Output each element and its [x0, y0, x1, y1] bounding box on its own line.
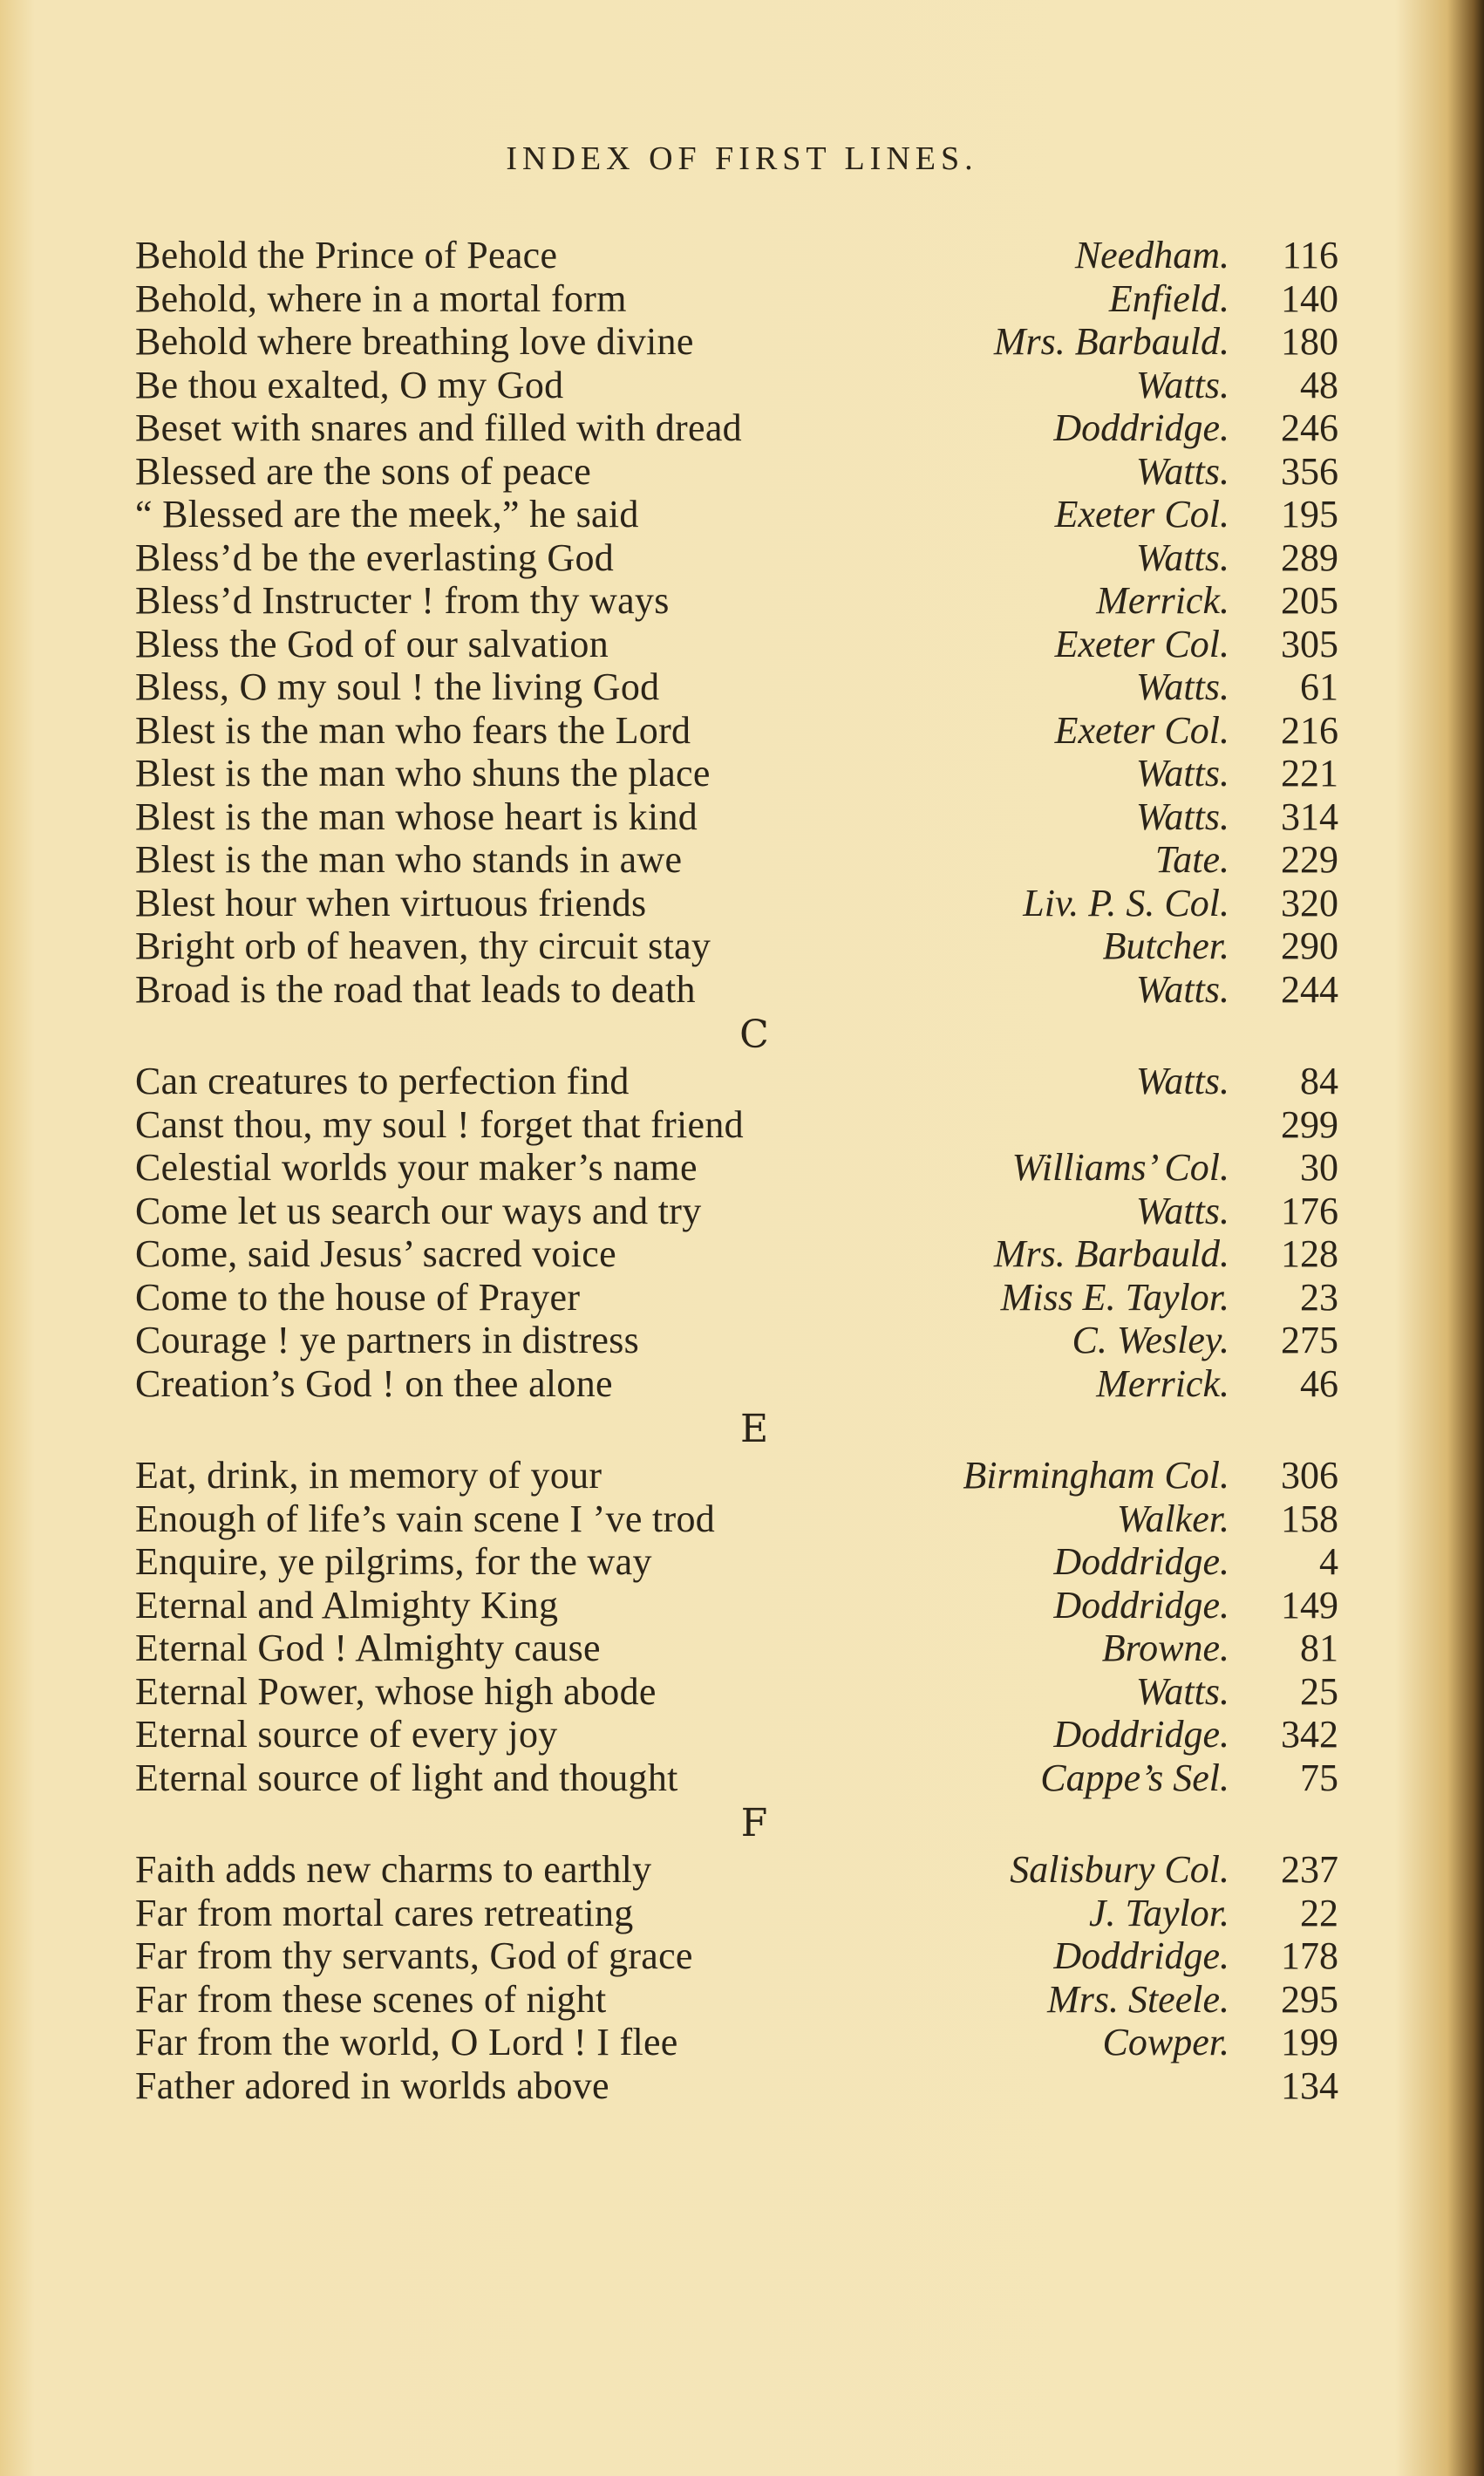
hymn-number: 305 [1281, 622, 1338, 665]
first-line: Blest is the man whose heart is kind [135, 795, 698, 838]
first-line: Bless’d be the everlasting God [135, 535, 615, 579]
index-entry [135, 1060, 1338, 1103]
hymn-number: 320 [1281, 881, 1338, 924]
author-source: Cappe’s Sel. [1040, 1756, 1229, 1799]
first-line: Eternal God ! Almighty cause [135, 1627, 601, 1669]
index-entry [135, 1934, 1338, 1978]
first-line: Broad is the road that leads to death [135, 967, 696, 1011]
first-line: Eternal source of every joy [135, 1713, 558, 1756]
author-source: Watts. [1135, 665, 1229, 708]
first-line: Faith adds new charms to earthly [135, 1848, 652, 1891]
author-source: Mrs. Barbauld. [993, 320, 1229, 363]
index-list [135, 234, 1338, 2107]
index-entry [135, 1892, 1338, 1935]
index-entry [135, 752, 1338, 795]
first-line: Beset with snares and filled with dread [135, 406, 742, 449]
hymn-number: 289 [1281, 535, 1338, 579]
index-entry [135, 406, 1338, 450]
author-source: Doddridge. [1053, 1713, 1229, 1756]
author-source: Watts. [1135, 967, 1229, 1011]
hymn-number: 205 [1281, 579, 1338, 622]
first-line: Bright orb of heaven, thy circuit stay [135, 924, 711, 967]
hymn-number: 180 [1281, 320, 1338, 363]
index-entry [135, 709, 1338, 753]
hymn-number: 195 [1281, 493, 1338, 535]
index-entry [135, 1713, 1338, 1756]
hymn-number: 237 [1281, 1848, 1338, 1891]
first-line: Blest is the man who shuns the place [135, 752, 711, 795]
section-letter: F [740, 1801, 768, 1845]
index-entry [135, 882, 1338, 925]
section-letter: C [739, 1013, 769, 1057]
first-line: “ Blessed are the meek,” he said [135, 493, 639, 535]
index-entry [135, 2021, 1338, 2064]
author-source: C. Wesley. [1072, 1319, 1229, 1361]
first-line: Behold, where in a mortal form [135, 276, 627, 320]
author-source: Watts. [1135, 449, 1229, 493]
author-source: J. Taylor. [1089, 1891, 1229, 1934]
hymn-number: 229 [1281, 838, 1338, 881]
hymn-number: 158 [1281, 1497, 1338, 1540]
hymn-number: 22 [1300, 1891, 1338, 1934]
hymn-number: 48 [1300, 363, 1338, 406]
author-source: Watts. [1135, 1189, 1229, 1232]
index-entry [135, 924, 1338, 968]
first-line: Eternal and Almighty King [135, 1583, 559, 1627]
first-line: Celestial worlds your maker’s name [135, 1146, 698, 1189]
first-line: Behold the Prince of Peace [135, 234, 558, 276]
author-source: Watts. [1135, 795, 1229, 838]
index-entry [135, 1319, 1338, 1362]
first-line: Far from thy servants, God of grace [135, 1934, 693, 1977]
author-source: Doddridge. [1053, 1583, 1229, 1627]
hymn-number: 216 [1281, 708, 1338, 752]
page-header: INDEX OF FIRST LINES. [506, 140, 978, 177]
index-entry [135, 1362, 1338, 1406]
index-entry [135, 1232, 1338, 1276]
hymn-number: 75 [1300, 1756, 1338, 1799]
index-entry [135, 1276, 1338, 1320]
hymn-number: 140 [1281, 276, 1338, 320]
first-line: Far from the world, O Lord ! I flee [135, 2021, 678, 2063]
author-source: Exeter Col. [1054, 622, 1229, 665]
index-entry [135, 493, 1338, 536]
index-entry [135, 1103, 1338, 1147]
author-source: Tate. [1154, 838, 1229, 881]
index-entry [135, 1627, 1338, 1670]
author-source: Watts. [1135, 1669, 1229, 1713]
author-source: Watts. [1135, 535, 1229, 579]
index-entry [135, 364, 1338, 407]
hymn-number: 275 [1281, 1319, 1338, 1361]
hymn-number: 128 [1281, 1232, 1338, 1275]
author-source: Watts. [1135, 752, 1229, 795]
author-source: Butcher. [1102, 924, 1229, 967]
hymn-number: 25 [1300, 1669, 1338, 1713]
first-line: Behold where breathing love divine [135, 320, 694, 363]
first-line: Eternal source of light and thought [135, 1756, 678, 1799]
author-source: Exeter Col. [1054, 493, 1229, 535]
author-source: Doddridge. [1053, 1540, 1229, 1583]
first-line: Blest is the man who stands in awe [135, 838, 683, 881]
author-source: Mrs. Steele. [1047, 1977, 1229, 2021]
index-entry [135, 795, 1338, 839]
index-entry [135, 968, 1338, 1012]
author-source: Williams’ Col. [1011, 1146, 1229, 1189]
hymn-number: 306 [1281, 1454, 1338, 1497]
first-line: Bless, O my soul ! the living God [135, 665, 660, 708]
index-entry [135, 1497, 1338, 1541]
author-source: Enfield. [1108, 276, 1229, 320]
author-source: Liv. P. S. Col. [1023, 881, 1229, 924]
first-line: Be thou exalted, O my God [135, 363, 564, 406]
hymn-number: 176 [1281, 1189, 1338, 1232]
section-letter: E [739, 1407, 769, 1451]
first-line: Creation’s God ! on thee alone [135, 1361, 613, 1405]
hymn-number: 61 [1300, 665, 1338, 708]
first-line: Far from mortal cares retreating [135, 1891, 634, 1934]
hymn-number: 246 [1281, 406, 1338, 449]
first-line: Far from these scenes of night [135, 1977, 607, 2021]
hymn-number: 356 [1281, 449, 1338, 493]
hymn-number: 134 [1281, 2063, 1338, 2107]
first-line: Blessed are the sons of peace [135, 449, 592, 493]
first-line: Enquire, ye pilgrims, for the way [135, 1540, 652, 1583]
first-line: Eternal Power, whose high abode [135, 1669, 657, 1713]
index-entry [135, 1146, 1338, 1190]
first-line: Courage ! ye partners in distress [135, 1319, 640, 1361]
index-entry [135, 1454, 1338, 1497]
hymn-number: 199 [1281, 2021, 1338, 2063]
author-source: Walker. [1116, 1497, 1229, 1540]
index-entry [135, 623, 1338, 666]
hymn-number: 84 [1300, 1060, 1338, 1102]
index-entry [135, 536, 1338, 580]
hymn-number: 314 [1281, 795, 1338, 838]
index-entry [135, 2064, 1338, 2108]
hymn-number: 116 [1282, 234, 1338, 276]
index-entry [135, 450, 1338, 494]
hymn-number: 299 [1281, 1102, 1338, 1146]
hymn-number: 46 [1300, 1361, 1338, 1405]
index-entry [135, 320, 1338, 364]
hymn-number: 81 [1300, 1627, 1338, 1669]
first-line: Can creatures to perfection find [135, 1060, 630, 1102]
author-source: Merrick. [1096, 579, 1229, 622]
hymn-number: 30 [1300, 1146, 1338, 1189]
author-source: Merrick. [1096, 1361, 1229, 1405]
hymn-number: 149 [1281, 1583, 1338, 1627]
index-entry [135, 234, 1338, 277]
first-line: Come let us search our ways and try [135, 1189, 702, 1232]
index-entry [135, 838, 1338, 882]
hymn-number: 178 [1281, 1934, 1338, 1977]
author-source: Doddridge. [1053, 406, 1229, 449]
author-source: Watts. [1135, 1060, 1229, 1102]
hymn-number: 342 [1281, 1713, 1338, 1756]
hymn-number: 221 [1281, 752, 1338, 795]
first-line: Blest is the man who fears the Lord [135, 708, 691, 752]
index-entry [135, 1540, 1338, 1584]
first-line: Canst thou, my soul ! forget that friend [135, 1102, 744, 1146]
first-line: Bless the God of our salvation [135, 622, 609, 665]
author-source: Needham. [1074, 234, 1229, 276]
author-source: Salisbury Col. [1010, 1848, 1229, 1891]
index-entry [135, 579, 1338, 623]
first-line: Father adored in worlds above [135, 2063, 609, 2107]
first-line: Come to the house of Prayer [135, 1275, 581, 1319]
hymn-number: 23 [1300, 1275, 1338, 1319]
first-line: Enough of life’s vain scene I ’ve trod [135, 1497, 716, 1540]
hymn-number: 4 [1319, 1540, 1338, 1583]
index-entry [135, 1584, 1338, 1627]
index-entry [135, 1190, 1338, 1233]
author-source: Doddridge. [1053, 1934, 1229, 1977]
index-entry [135, 1978, 1338, 2022]
author-source: Birmingham Col. [963, 1454, 1229, 1497]
index-entry [135, 1848, 1338, 1892]
author-source: Mrs. Barbauld. [993, 1232, 1229, 1275]
index-entry [135, 1756, 1338, 1800]
author-source: Watts. [1135, 363, 1229, 406]
first-line: Come, said Jesus’ sacred voice [135, 1232, 616, 1275]
first-line: Bless’d Instructer ! from thy ways [135, 579, 670, 622]
hymn-number: 290 [1281, 924, 1338, 967]
index-entry [135, 1670, 1338, 1714]
author-source: Exeter Col. [1054, 708, 1229, 752]
hymn-number: 244 [1281, 967, 1338, 1011]
index-entry [135, 665, 1338, 709]
author-source: Cowper. [1102, 2021, 1229, 2063]
hymn-number: 295 [1281, 1977, 1338, 2021]
first-line: Eat, drink, in memory of your [135, 1454, 602, 1497]
author-source: Browne. [1101, 1627, 1229, 1669]
author-source: Miss E. Taylor. [1000, 1275, 1229, 1319]
index-entry [135, 277, 1338, 321]
first-line: Blest hour when virtuous friends [135, 881, 647, 924]
